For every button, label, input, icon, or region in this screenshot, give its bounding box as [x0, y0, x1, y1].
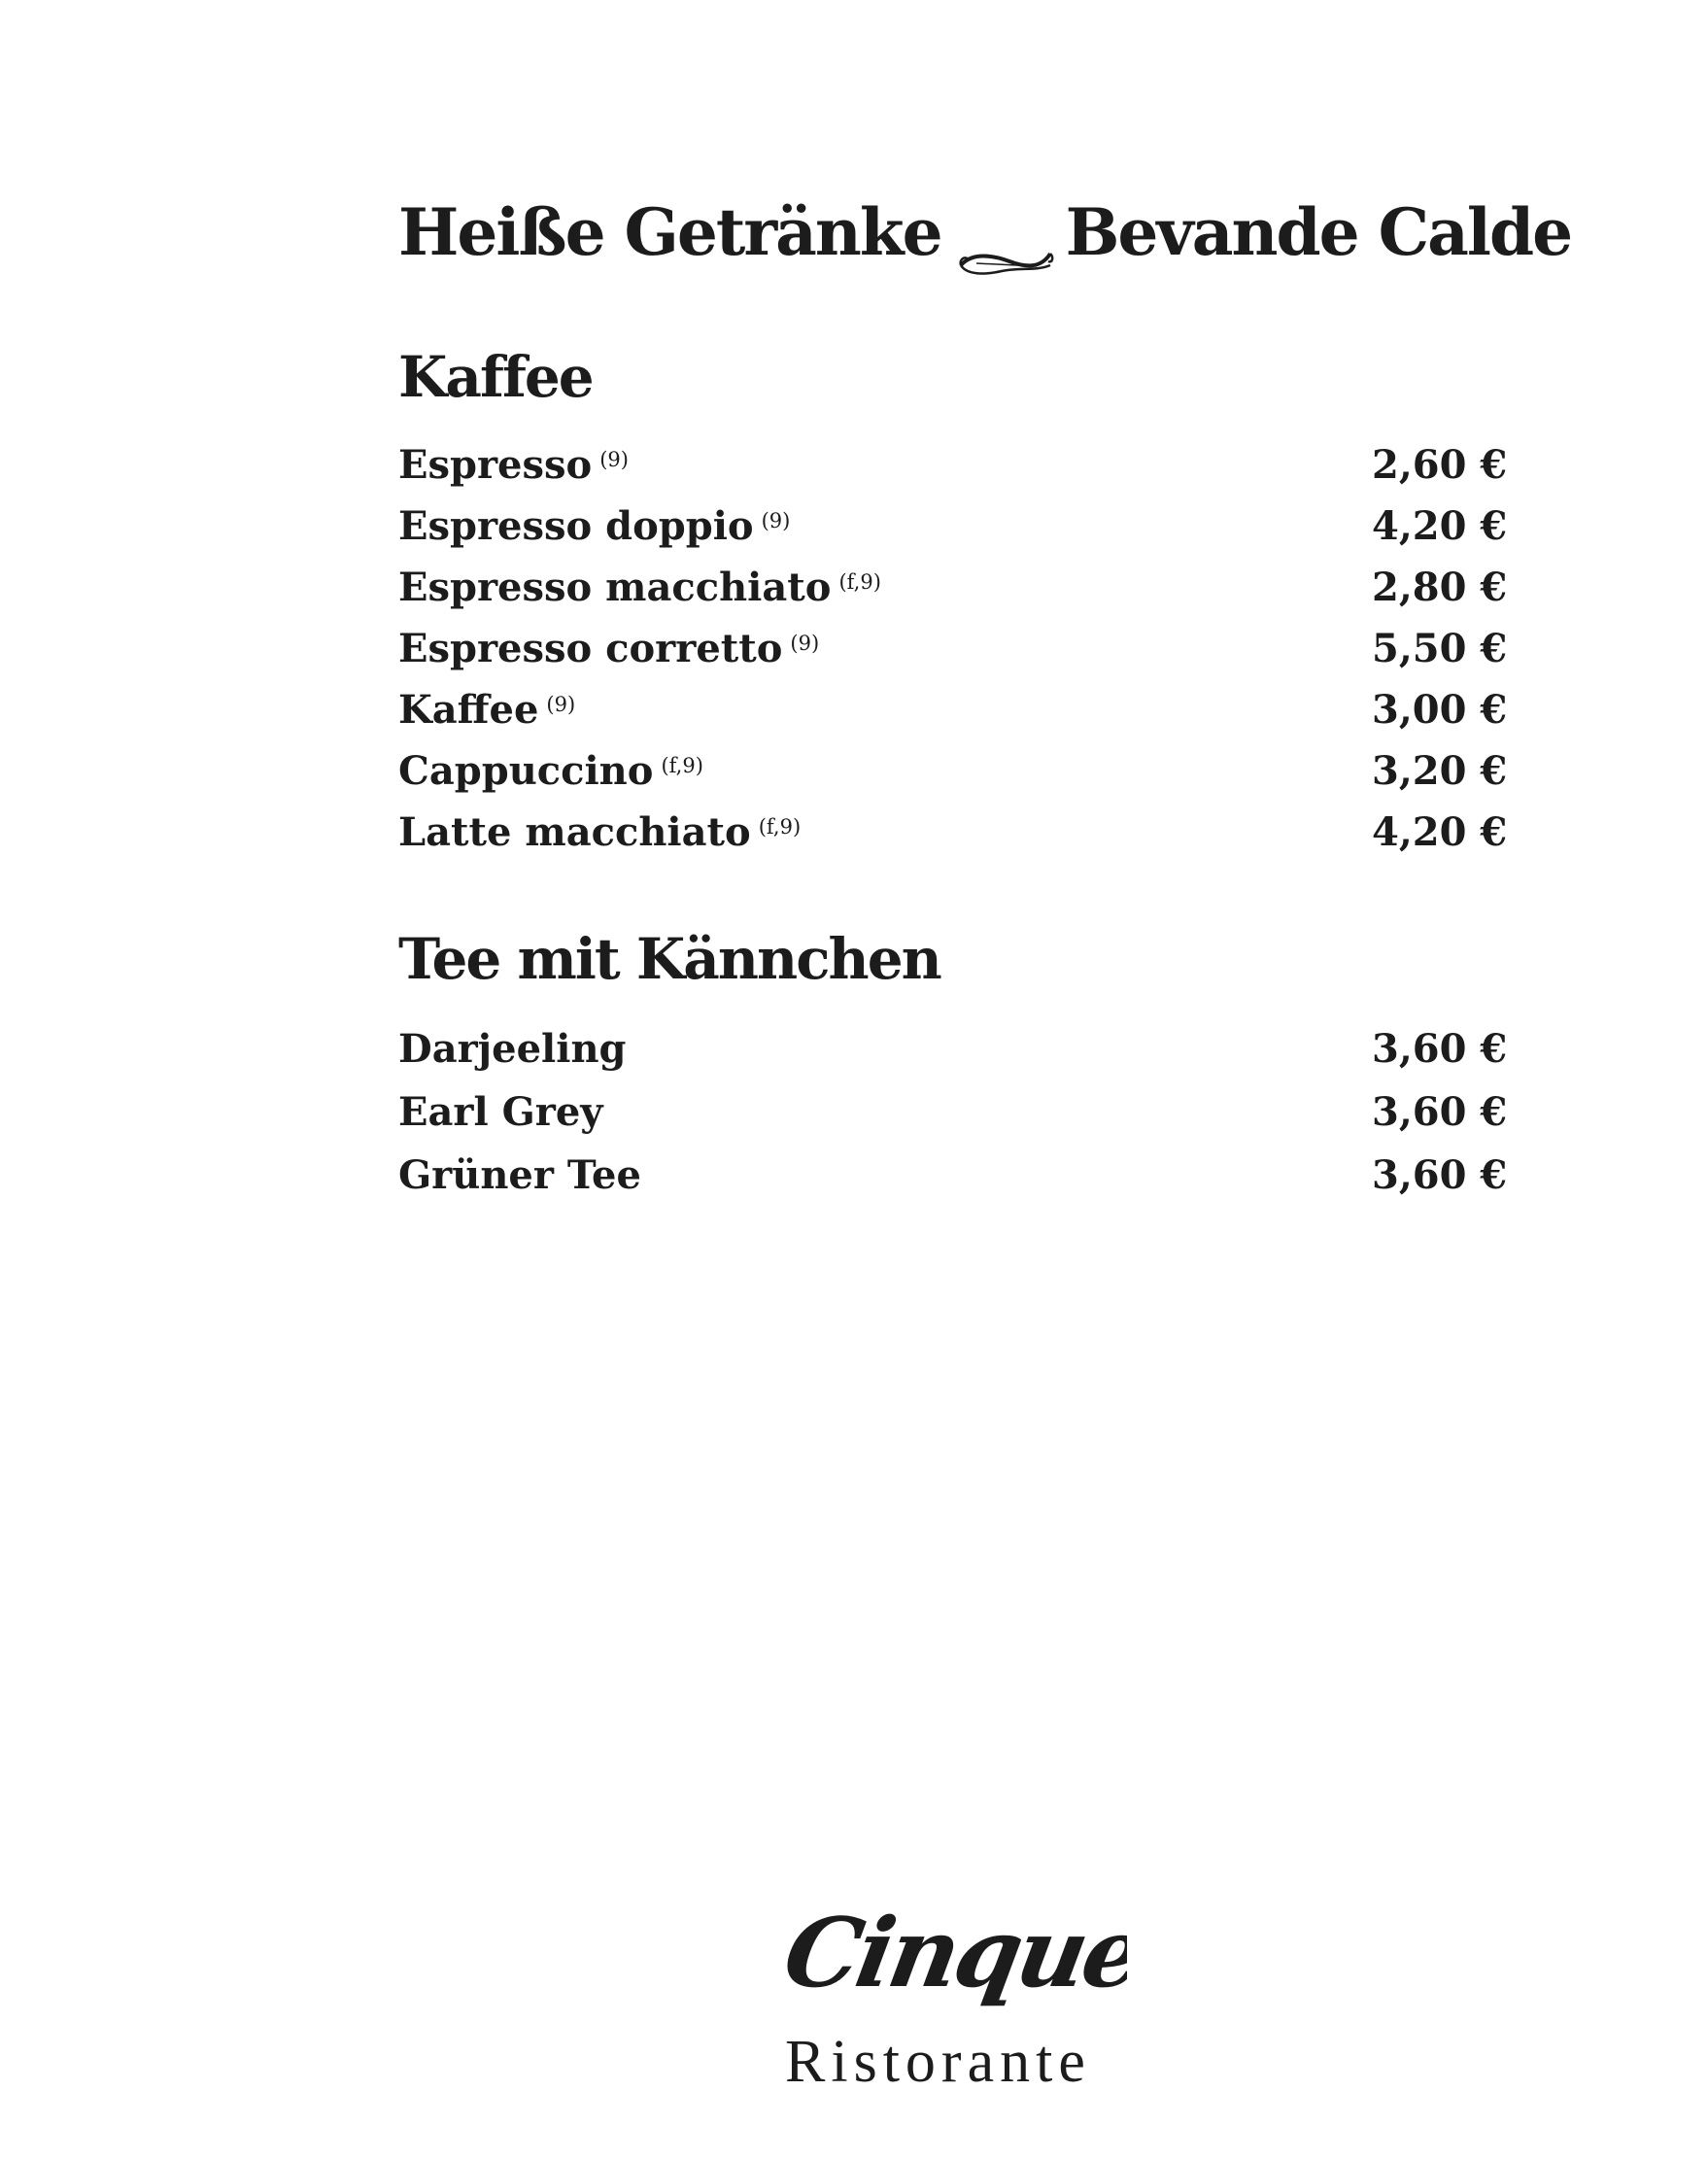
- menu-item: [398, 740, 1506, 802]
- item-price: 5,50 €: [1372, 626, 1508, 671]
- allergen-note: (9): [790, 632, 820, 655]
- item-price: 2,80 €: [1372, 565, 1508, 610]
- allergen-note: (f,9): [758, 815, 802, 839]
- item-name: Cappuccino $^{(f,9)}$: [398, 748, 703, 794]
- item-price: 3,60 €: [1372, 1152, 1508, 1198]
- title-german: Heiße Getränke: [398, 194, 941, 271]
- brand-subtitle: Ristorante: [785, 2029, 1091, 2095]
- item-price: 3,60 €: [1372, 1026, 1508, 1072]
- item-name: Espresso doppio $^{(9)}$: [398, 503, 791, 549]
- item-name: Earl Grey: [398, 1089, 603, 1135]
- item-name: Latte macchiato $^{(f,9)}$: [398, 809, 802, 855]
- item-name: Kaffee $^{(9)}$: [398, 687, 576, 733]
- item-name: Darjeeling: [398, 1026, 627, 1072]
- allergen-note: (f,9): [838, 570, 881, 594]
- item-price: 2,60 €: [1372, 442, 1508, 488]
- allergen-note: (9): [761, 509, 791, 532]
- item-name: Grüner Tee: [398, 1152, 641, 1198]
- item-price: 3,60 €: [1372, 1089, 1508, 1135]
- menu-item: [398, 1017, 1506, 1080]
- item-name: Espresso macchiato $^{(f,9)}$: [398, 565, 881, 610]
- menu-item: [398, 802, 1506, 863]
- menu-item: [398, 496, 1506, 557]
- page-title: [398, 188, 1571, 276]
- scroll-ornament-icon: [955, 215, 1056, 254]
- allergen-note: (9): [546, 693, 576, 716]
- item-name: Espresso $^{(9)}$: [398, 442, 629, 488]
- item-price: 3,00 €: [1372, 687, 1508, 733]
- section-heading-tee: Tee mit Kännchen: [398, 926, 940, 992]
- item-price: 4,20 €: [1372, 503, 1508, 549]
- svg-text:Cinque: Cinque: [777, 1904, 1127, 2009]
- menu-item: [398, 679, 1506, 740]
- brand-logo: [777, 1904, 1127, 2021]
- allergen-note: (f,9): [661, 754, 703, 777]
- menu-item: [398, 618, 1506, 679]
- item-price: 4,20 €: [1372, 809, 1508, 855]
- section-heading-kaffee: Kaffee: [398, 344, 593, 410]
- allergen-note: (9): [599, 448, 629, 471]
- title-italian: Bevande Calde: [1065, 194, 1572, 271]
- kaffee-menu-list: [398, 434, 1506, 863]
- menu-item: [398, 1144, 1506, 1207]
- tee-menu-list: [398, 1017, 1506, 1207]
- menu-item: [398, 557, 1506, 618]
- menu-item: [398, 1080, 1506, 1144]
- menu-item: [398, 434, 1506, 496]
- item-name: Espresso corretto $^{(9)}$: [398, 626, 820, 671]
- item-price: 3,20 €: [1372, 748, 1508, 794]
